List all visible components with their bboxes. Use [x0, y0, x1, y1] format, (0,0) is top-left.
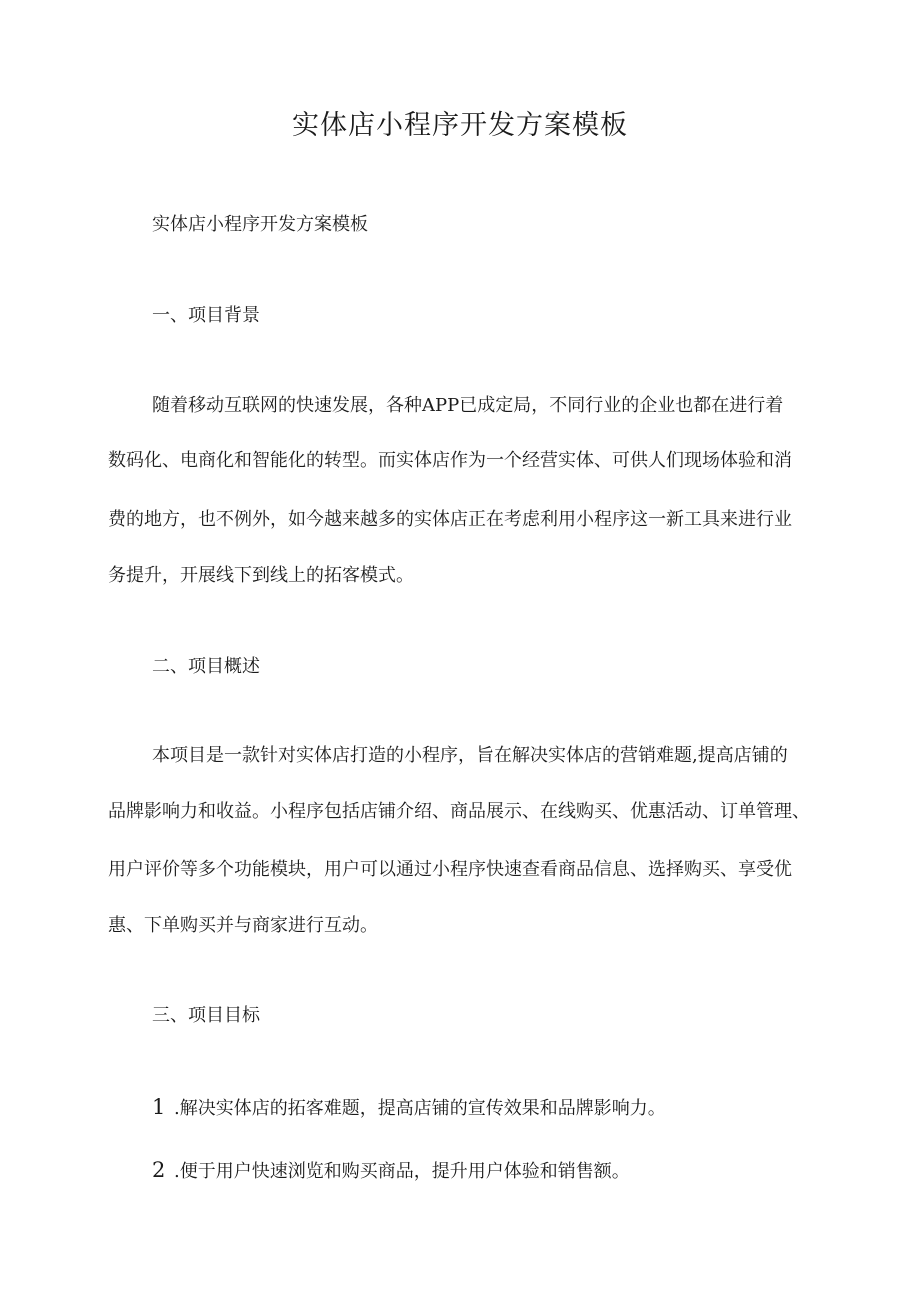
paragraph-line: 务提升，开展线下到线上的拓客模式。: [108, 565, 414, 586]
paragraph-line: 用户评价等多个功能模块，用户可以通过小程序快速查看商品信息、选择购买、享受优: [108, 859, 792, 880]
list-item-number: 1: [152, 1095, 166, 1119]
paragraph-line: 费的地方，也不例外，如今越来越多的实体店正在考虑利用小程序这一新工具来进行业: [108, 509, 792, 530]
section-heading-overview: 二、项目概述: [152, 656, 260, 677]
list-item-text: .便于用户快速浏览和购买商品，提升用户体验和销售额。: [174, 1161, 630, 1182]
list-item-text: .解决实体店的拓客难题，提高店铺的宣传效果和品牌影响力。: [174, 1098, 666, 1119]
paragraph-line: 品牌影响力和收益。小程序包括店铺介绍、商品展示、在线购买、优惠活动、订单管理、: [108, 801, 810, 822]
section-heading-goals: 三、项目目标: [152, 1005, 260, 1026]
paragraph-line: 随着移动互联网的快速发展，各种APP已成定局，不同行业的企业也都在进行着: [152, 395, 784, 416]
list-item: [152, 1092, 666, 1124]
paragraph-line: 本项目是一款针对实体店打造的小程序，旨在解决实体店的营销难题,提高店铺的: [152, 745, 788, 766]
paragraph-line: 数码化、电商化和智能化的转型。而实体店作为一个经营实体、可供人们现场体验和消: [108, 450, 792, 471]
list-item-number: 2: [152, 1158, 166, 1182]
section-heading-background: 一、项目背景: [152, 305, 260, 326]
list-item: [152, 1155, 630, 1187]
subtitle: 实体店小程序开发方案模板: [152, 214, 368, 235]
page-title: 实体店小程序开发方案模板: [292, 110, 628, 141]
paragraph-line: 惠、下单购买并与商家进行互动。: [108, 915, 378, 936]
